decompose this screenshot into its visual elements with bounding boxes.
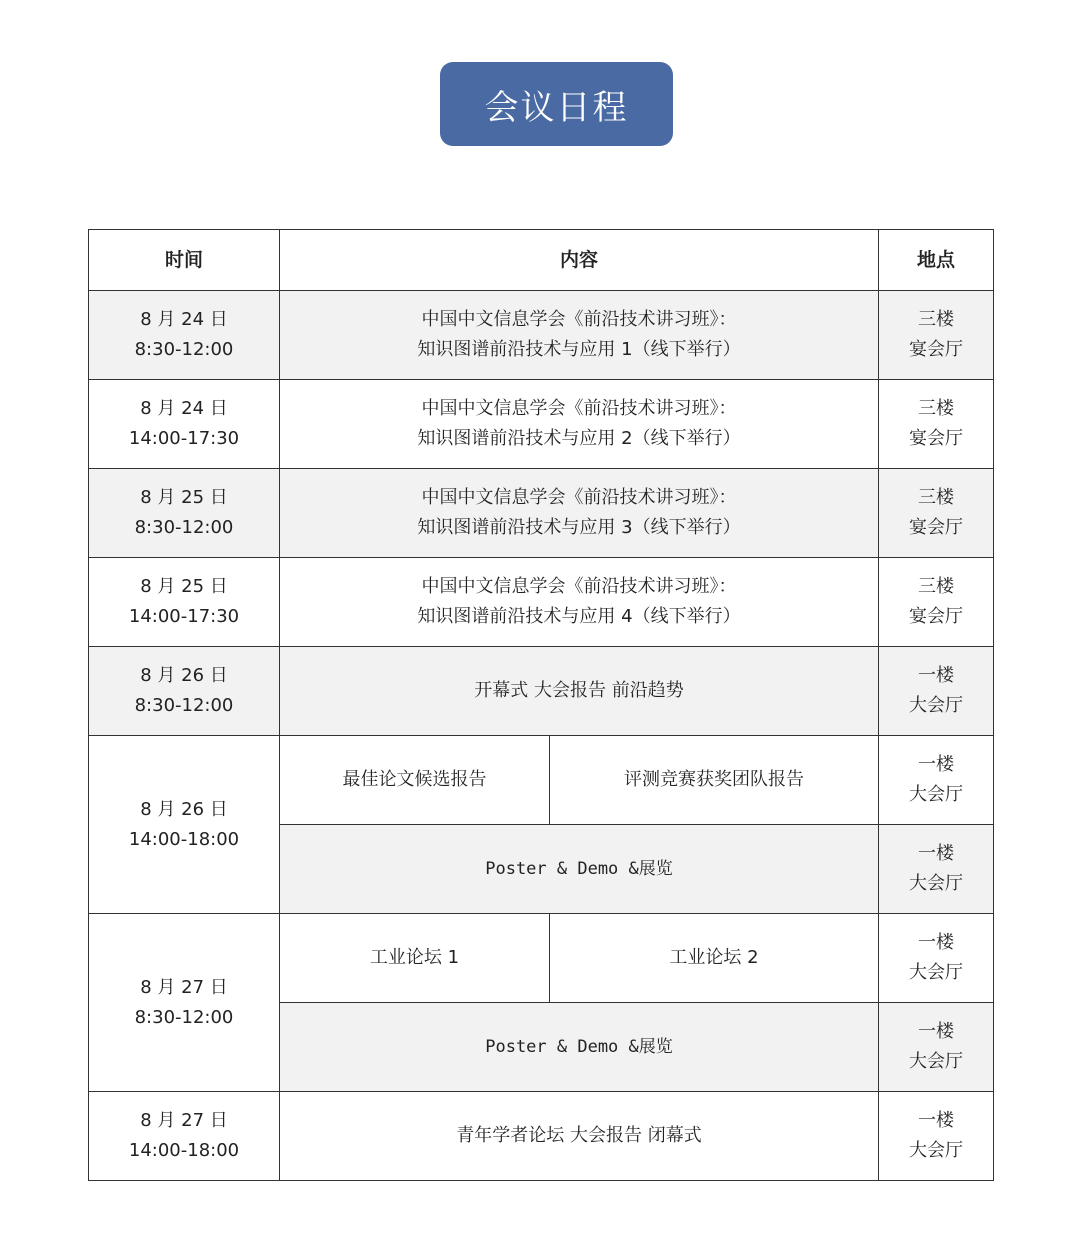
place-hall: 宴会厅 xyxy=(909,428,964,449)
date-text: 8 月 27 日 xyxy=(140,976,228,998)
place-floor: 三楼 xyxy=(918,487,955,508)
content-cell-left xyxy=(280,914,550,1003)
content-cell xyxy=(280,1003,879,1092)
content-line-2: 知识图谱前沿技术与应用 4（线下举行） xyxy=(417,606,741,627)
time-cell xyxy=(89,469,280,558)
time-text: 8:30-12:00 xyxy=(134,339,234,360)
table-row xyxy=(89,558,994,647)
content-line-2: 知识图谱前沿技术与应用 1（线下举行） xyxy=(417,339,741,360)
table-row xyxy=(89,736,994,825)
time-text: 14:00-17:30 xyxy=(128,606,240,627)
place-floor: 一楼 xyxy=(918,932,955,953)
place-cell xyxy=(879,1003,994,1092)
header-row xyxy=(89,230,994,291)
content-text: 评测竞赛获奖团队报告 xyxy=(624,769,804,790)
content-text: 最佳论文候选报告 xyxy=(342,769,487,790)
time-text: 14:00-18:00 xyxy=(128,1140,240,1161)
time-cell xyxy=(89,291,280,380)
table-row xyxy=(89,914,994,1003)
place-cell xyxy=(879,736,994,825)
content-cell xyxy=(280,380,879,469)
content-cell xyxy=(280,558,879,647)
date-text: 8 月 25 日 xyxy=(140,487,228,508)
content-text: Poster & Demo &展览 xyxy=(485,1037,673,1057)
place-floor: 一楼 xyxy=(918,665,955,686)
place-hall: 大会厅 xyxy=(909,784,964,805)
page-title: 会议日程 xyxy=(440,62,673,146)
place-floor: 一楼 xyxy=(918,754,955,775)
content-cell-right xyxy=(550,736,879,825)
time-text: 8:30-12:00 xyxy=(134,695,234,716)
time-cell xyxy=(89,914,280,1092)
date-text: 8 月 26 日 xyxy=(140,798,228,820)
time-text: 8:30-12:00 xyxy=(134,517,234,538)
content-text: Poster & Demo &展览 xyxy=(485,859,673,879)
content-line-1: 中国中文信息学会《前沿技术讲习班》： xyxy=(421,487,737,508)
place-hall: 大会厅 xyxy=(909,695,964,716)
place-floor: 一楼 xyxy=(918,843,955,864)
place-floor: 三楼 xyxy=(918,309,955,330)
header-place: 地点 xyxy=(879,230,994,291)
place-cell xyxy=(879,558,994,647)
place-hall: 宴会厅 xyxy=(909,606,964,627)
place-hall: 宴会厅 xyxy=(909,517,964,538)
content-cell xyxy=(280,825,879,914)
place-hall: 大会厅 xyxy=(909,1051,964,1072)
content-line-2: 知识图谱前沿技术与应用 3（线下举行） xyxy=(417,517,741,538)
content-cell xyxy=(280,647,879,736)
place-cell xyxy=(879,291,994,380)
content-line-1: 中国中文信息学会《前沿技术讲习班》： xyxy=(421,309,737,330)
content-cell xyxy=(280,291,879,380)
content-cell-left xyxy=(280,736,550,825)
time-cell xyxy=(89,647,280,736)
table-row xyxy=(89,469,994,558)
table-row xyxy=(89,291,994,380)
place-cell xyxy=(879,914,994,1003)
table-row xyxy=(89,380,994,469)
time-text: 14:00-18:00 xyxy=(128,828,240,850)
content-cell xyxy=(280,1092,879,1181)
content-text: 工业论坛 2 xyxy=(669,947,759,968)
date-text: 8 月 27 日 xyxy=(140,1110,228,1131)
header-time: 时间 xyxy=(89,230,280,291)
table-row xyxy=(89,1092,994,1181)
date-text: 8 月 24 日 xyxy=(140,309,228,330)
time-cell xyxy=(89,1092,280,1181)
content-line-2: 知识图谱前沿技术与应用 2（线下举行） xyxy=(417,428,741,449)
time-text: 14:00-17:30 xyxy=(128,428,240,449)
content-cell-right xyxy=(550,914,879,1003)
place-cell xyxy=(879,469,994,558)
place-floor: 三楼 xyxy=(918,576,955,597)
content-line-1: 中国中文信息学会《前沿技术讲习班》： xyxy=(421,576,737,597)
time-cell xyxy=(89,736,280,914)
place-hall: 大会厅 xyxy=(909,1140,964,1161)
place-floor: 三楼 xyxy=(918,398,955,419)
place-hall: 宴会厅 xyxy=(909,339,964,360)
schedule-table xyxy=(88,229,994,1181)
time-cell xyxy=(89,558,280,647)
date-text: 8 月 25 日 xyxy=(140,576,228,597)
place-cell xyxy=(879,380,994,469)
content-line-1: 中国中文信息学会《前沿技术讲习班》： xyxy=(421,398,737,419)
date-text: 8 月 24 日 xyxy=(140,398,228,419)
place-cell xyxy=(879,825,994,914)
place-floor: 一楼 xyxy=(918,1110,955,1131)
content-text: 工业论坛 1 xyxy=(369,947,460,968)
content-cell xyxy=(280,469,879,558)
place-hall: 大会厅 xyxy=(909,873,964,894)
place-cell xyxy=(879,647,994,736)
place-floor: 一楼 xyxy=(918,1021,955,1042)
date-text: 8 月 26 日 xyxy=(140,665,228,686)
content-text: 开幕式 大会报告 前沿趋势 xyxy=(474,680,684,701)
place-hall: 大会厅 xyxy=(909,962,964,983)
header-content: 内容 xyxy=(280,230,879,291)
time-cell xyxy=(89,380,280,469)
content-text: 青年学者论坛 大会报告 闭幕式 xyxy=(456,1125,702,1146)
table-row xyxy=(89,647,994,736)
place-cell xyxy=(879,1092,994,1181)
time-text: 8:30-12:00 xyxy=(134,1006,234,1028)
